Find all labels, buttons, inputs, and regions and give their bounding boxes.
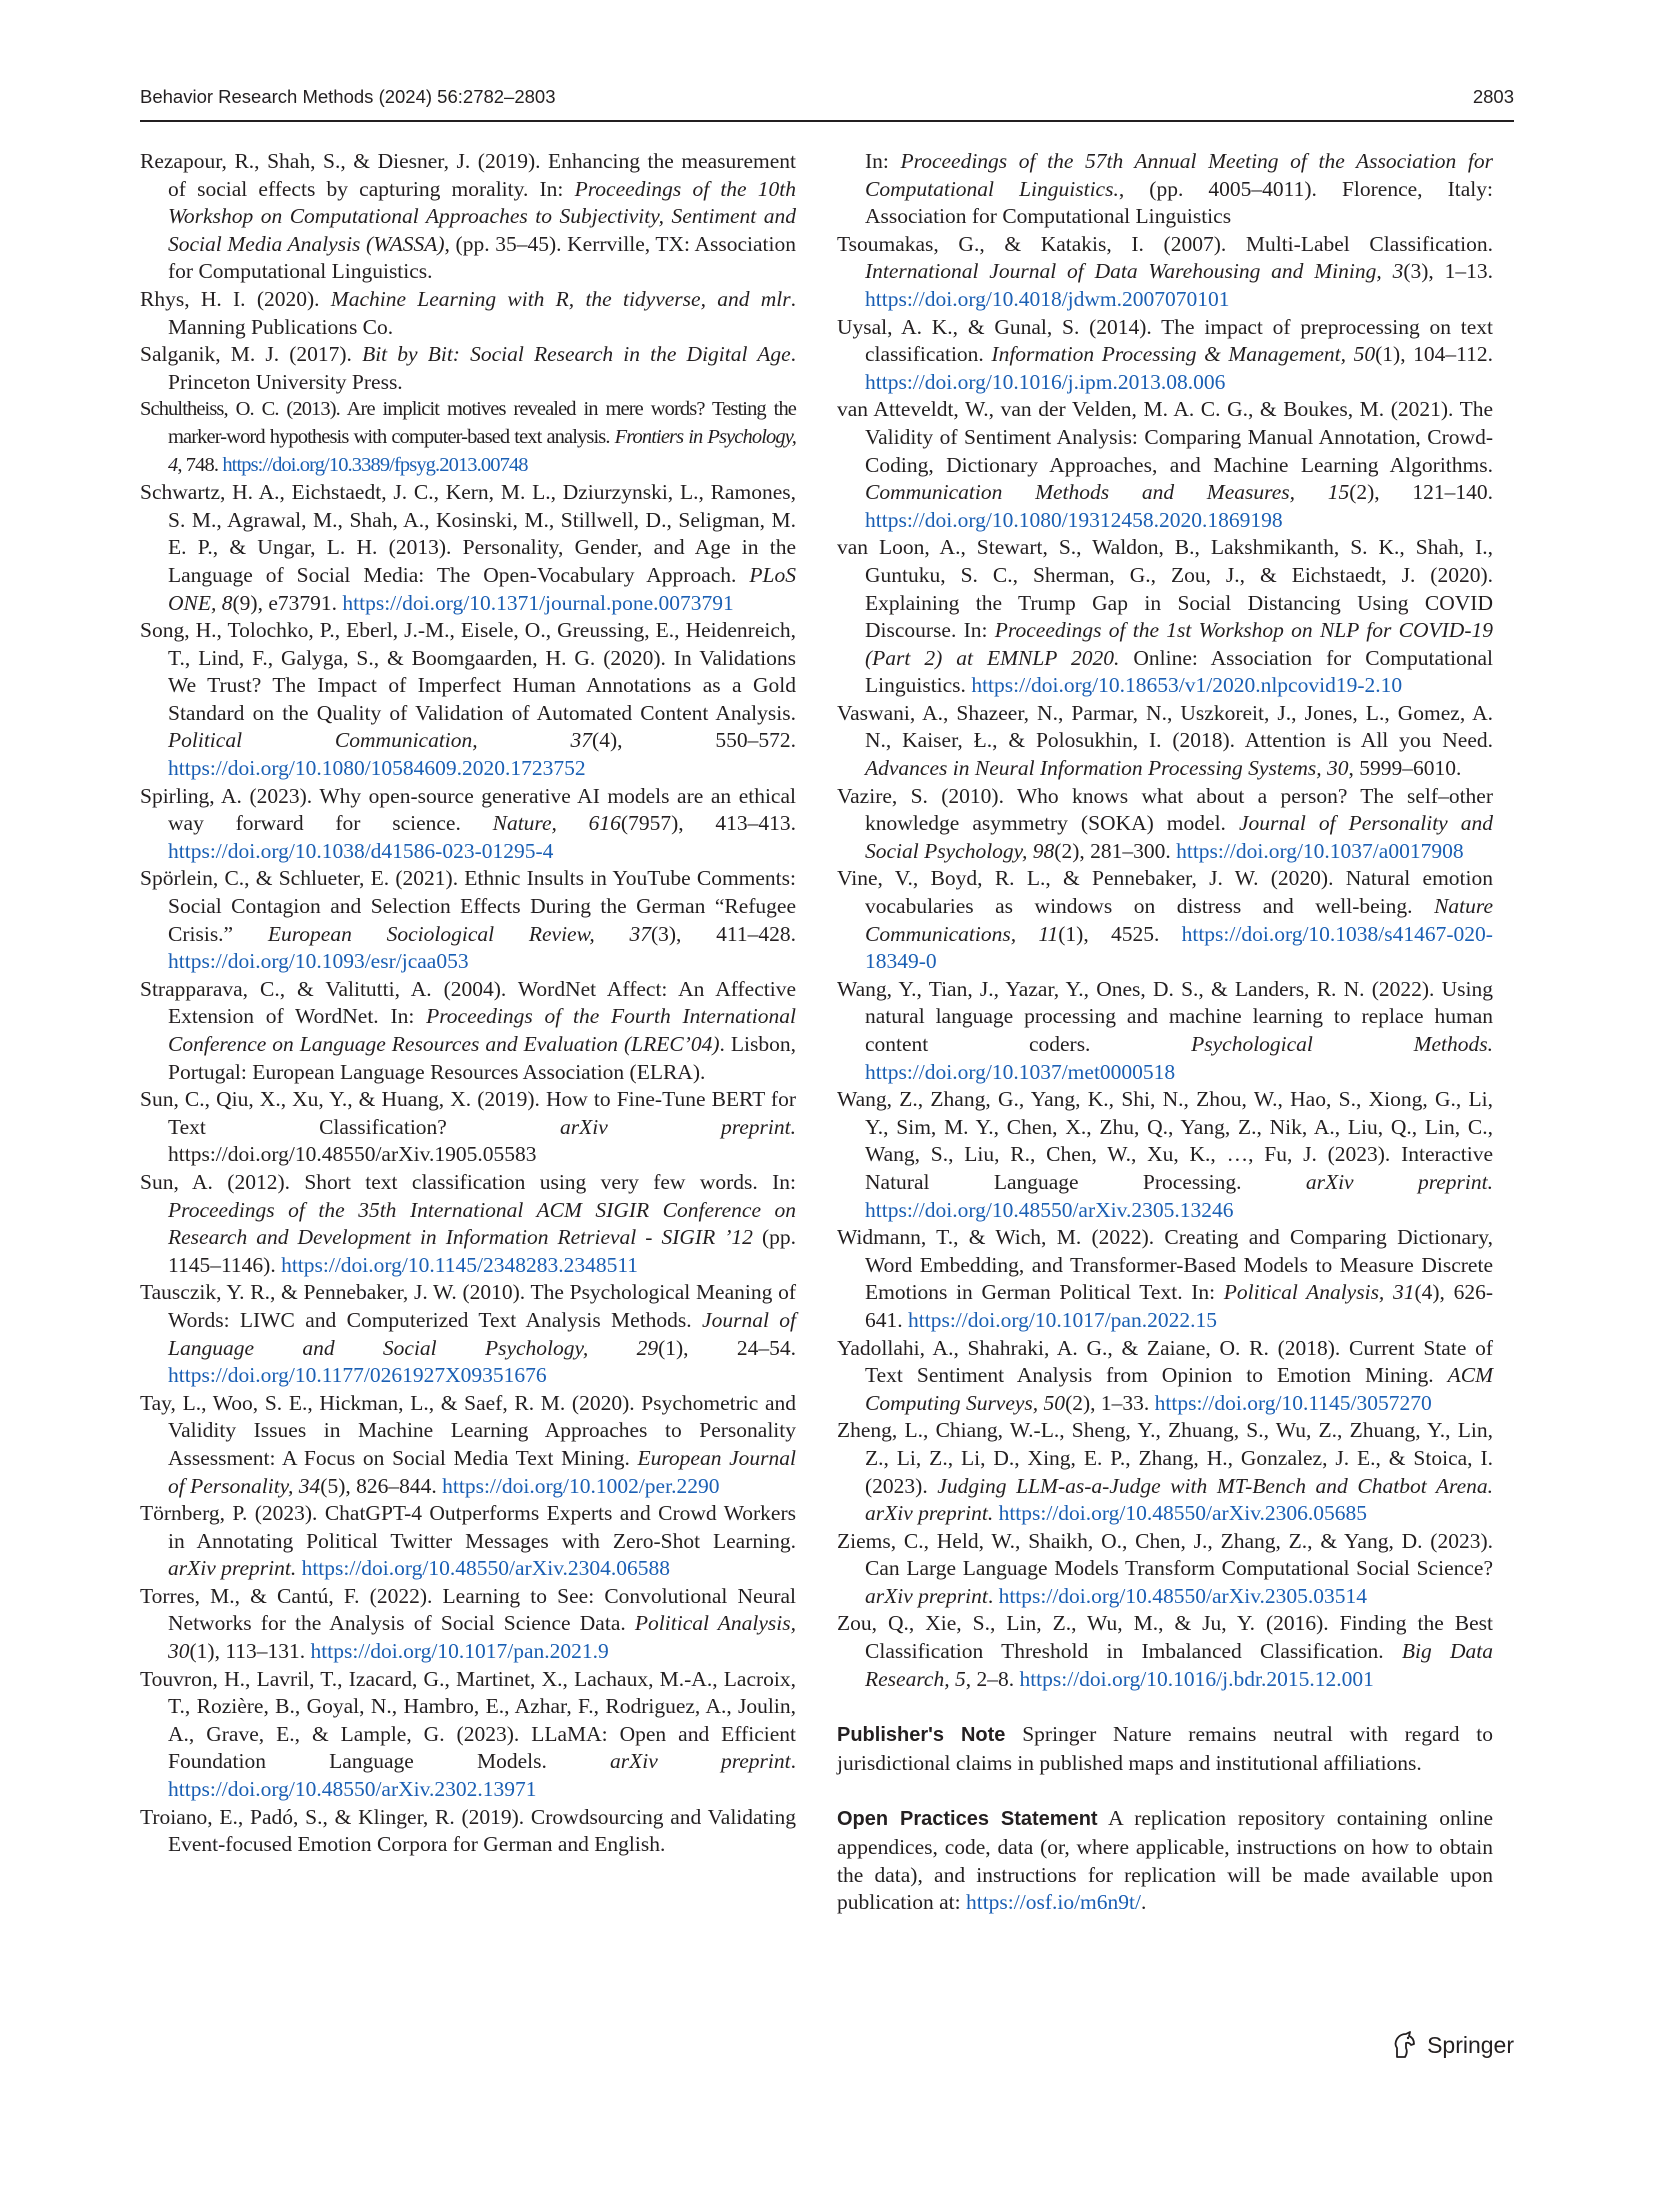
- reference-details: (4), 626-641.: [865, 1280, 1493, 1332]
- reference-doi-link[interactable]: https://doi.org/10.48550/arXiv.2302.13971: [168, 1777, 537, 1802]
- reference-authors-text: In:: [865, 149, 901, 173]
- reference-authors-text: Widmann, T., & Wich, M. (2022). Creating and Comparing Dictionary, Word Embedding, and Transformer-Based Models to Measure Discrete Emotions in German Political Text. In:: [837, 1225, 1493, 1305]
- reference-doi-link[interactable]: https://doi.org/10.1093/esr/jcaa053: [168, 949, 469, 974]
- reference-authors-text: Yadollahi, A., Shahraki, A. G., & Zaiane, O. R. (2018). Current State of Text Sentiment Analysis from Opinion to Emotion Mining.: [837, 1335, 1493, 1388]
- reference-authors-text: Schultheiss, O. C. (2013). Are implicit motives revealed in mere words? Testing the marker-word hypothesis with computer-based text analysis.: [140, 398, 796, 448]
- reference-source-title: Judging LLM-as-a-Judge with MT-Bench and Chatbot Arena. arXiv preprint.: [865, 1473, 1493, 1526]
- reference-doi-link[interactable]: https://doi.org/10.1038/d41586-023-01295-4: [168, 838, 554, 863]
- reference-source-title: Machine Learning with R, the tidyverse, and mlr: [330, 286, 791, 311]
- reference-source-title: Big Data Research, 5: [865, 1639, 1493, 1691]
- reference-entry: [140, 341, 796, 396]
- reference-source-title: Journal of Language and Social Psychology, 29: [168, 1307, 796, 1360]
- springer-logo: [1389, 2030, 1514, 2060]
- reference-source-title: arXiv preprint: [865, 1583, 988, 1608]
- reference-doi-link[interactable]: https://doi.org/10.1371/journal.pone.0073791: [342, 590, 734, 615]
- reference-entry: [837, 314, 1493, 397]
- header-rule: [140, 120, 1514, 122]
- reference-entry: [140, 1279, 796, 1389]
- reference-entry: [140, 1390, 796, 1500]
- reference-source-title: Psychological Methods.: [1191, 1032, 1493, 1056]
- reference-entry: [140, 1086, 796, 1169]
- reference-details: .: [790, 1749, 796, 1774]
- reference-doi-link[interactable]: https://doi.org/10.3389/fpsyg.2013.00748: [222, 453, 528, 476]
- reference-authors-text: Strapparava, C., & Valitutti, A. (2004). WordNet Affect: An Affective Extension of WordNet. In:: [140, 976, 796, 1029]
- reference-source-title: arXiv preprint.: [560, 1114, 796, 1139]
- reference-doi-link[interactable]: https://doi.org/10.1177/0261927X09351676: [168, 1363, 547, 1388]
- reference-entry: [140, 1804, 796, 1859]
- reference-authors-text: Salganik, M. J. (2017).: [140, 342, 363, 367]
- right-reference-list: [837, 148, 1493, 1693]
- reference-source-title: Journal of Personality and Social Psychology, 98: [865, 811, 1493, 863]
- reference-entry: [837, 1417, 1493, 1527]
- reference-entry: [140, 1666, 796, 1804]
- reference-source-title: Proceedings of the 57th Annual Meeting of the Association for Computational Linguistics.: [865, 149, 1493, 201]
- reference-doi-link[interactable]: https://doi.org/10.4018/jdwm.2007070101: [865, 286, 1230, 311]
- reference-entry: [837, 1610, 1493, 1693]
- reference-authors-text: Tausczik, Y. R., & Pennebaker, J. W. (2010). The Psychological Meaning of Words: LIWC and Computerized Text Analysis Methods.: [140, 1280, 796, 1332]
- reference-entry: [140, 1583, 796, 1666]
- reference-source-title: Proceedings of the 1st Workshop on NLP for COVID-19 (Part 2) at EMNLP 2020.: [865, 618, 1493, 670]
- reference-authors-text: Zou, Q., Xie, S., Lin, Z., Wu, M., & Ju, Y. (2016). Finding the Best Classification Threshold in Imbalanced Classification.: [837, 1611, 1493, 1664]
- reference-doi-link[interactable]: https://doi.org/10.1016/j.ipm.2013.08.006: [865, 369, 1226, 394]
- reference-entry: [140, 396, 796, 479]
- reference-details: , (pp. 35–45). Kerrville, TX: Association for Computational Linguistics.: [168, 231, 796, 284]
- reference-authors-text: Torres, M., & Cantú, F. (2022). Learning to See: Convolutional Neural Networks for the Analysis of Social Science Data.: [140, 1583, 796, 1636]
- reference-details: (1), 104–112.: [1375, 342, 1493, 367]
- reference-entry: [140, 865, 796, 975]
- reference-authors-text: Schwartz, H. A., Eichstaedt, J. C., Kern, M. L., Dziurzynski, L., Ramones, S. M., Agrawal, M., Shah, A., Kosinski, M., Stillwell, D., Seligman, M. E. P., & Ungar, L. H. (2013). Personality, Gender, and Age in the Language of Social Media: The Open-Vocabulary Approach.: [140, 480, 796, 587]
- reference-authors-text: Zheng, L., Chiang, W.-L., Sheng, Y., Zhuang, S., Wu, Z., Zhuang, Y., Lin, Z., Li, Z., Li, D., Xing, E. P., Zhang, H., Gonzalez, J. E., & Stoica, I. (2023).: [837, 1418, 1493, 1498]
- reference-source-title: Communication Methods and Measures, 15: [865, 480, 1350, 505]
- reference-entry: [140, 479, 796, 617]
- reference-authors-text: van Loon, A., Stewart, S., Waldon, B., Lakshmikanth, S. K., Shah, I., Guntuku, S. C., Sherman, G., Zou, J., & Eichstaedt, J. (2020). Explaining the Trump Gap in Social Distancing Using COVID Discourse. In:: [837, 535, 1493, 643]
- reference-source-title: Proceedings of the 35th International ACM SIGIR Conference on Research and Development in Information Retrieval - SIGIR ’12: [168, 1197, 796, 1250]
- reference-authors-text: Spirling, A. (2023). Why open-source generative AI models are an ethical way forward for science.: [140, 783, 796, 836]
- reference-source-title: PLoS ONE, 8: [168, 562, 796, 615]
- reference-source-title: Proceedings of the Fourth International Conference on Language Resources and Evaluation (LREC’04): [168, 1004, 796, 1056]
- reference-entry: [140, 286, 796, 341]
- reference-details: Online: Association for Computational Linguistics.: [865, 645, 1493, 698]
- reference-doi-link[interactable]: https://doi.org/10.1017/pan.2021.9: [310, 1639, 609, 1664]
- reference-details: .: [987, 1583, 999, 1608]
- publishers-note: [837, 1721, 1493, 1777]
- reference-doi-link[interactable]: https://doi.org/10.48550/arXiv.2304.06588: [301, 1556, 671, 1581]
- reference-authors-text: Rezapour, R., Shah, S., & Diesner, J. (2019). Enhancing the measurement of social effects by capturing morality. In:: [140, 149, 796, 201]
- reference-source-title: European Journal of Personality, 34: [168, 1445, 796, 1498]
- reference-authors-text: Touvron, H., Lavril, T., Izacard, G., Martinet, X., Lachaux, M.-A., Lacroix, T., Rozière, B., Goyal, N., Hambro, E., Azhar, F., Rodriguez, A., Joulin, A., Grave, E., & Lample, G. (2023). LLaMA: Open and Efficient Foundation Language Models.: [140, 1666, 796, 1774]
- reference-entry: [837, 1335, 1493, 1418]
- reference-authors-text: Vaswani, A., Shazeer, N., Parmar, N., Uszkoreit, J., Jones, L., Gomez, A. N., Kaiser, Ł., & Polosukhin, I. (2018). Attention is All you Need.: [837, 700, 1493, 753]
- journal-citation: Behavior Research Methods (2024) 56:2782–2803: [140, 86, 556, 107]
- reference-source-title: Proceedings of the 10th Workshop on Computational Approaches to Subjectivity, Sentiment and Social Media Analysis (WASSA): [168, 176, 797, 256]
- running-head: [140, 86, 1514, 116]
- reference-details: (3), 411–428.: [650, 921, 796, 946]
- reference-source-title: International Journal of Data Warehousing and Mining, 3: [865, 259, 1404, 284]
- reference-details: . Manning Publications Co.: [168, 286, 796, 339]
- reference-source-title: Information Processing & Management, 50: [991, 342, 1376, 367]
- reference-authors-text: van Atteveldt, W., van der Velden, M. A. C. G., & Boukes, M. (2021). The Validity of Sentiment Analysis: Comparing Manual Annotation, Crowd-Coding, Dictionary Approaches, and Machine Learning Algorithms.: [837, 397, 1493, 477]
- reference-doi-link[interactable]: https://doi.org/10.1038/s41467-020-18349-0: [865, 921, 1493, 974]
- publishers-note-text: Springer Nature remains neutral with regard to jurisdictional claims in published maps and institutional affiliations.: [837, 1722, 1494, 1775]
- reference-details: (5), 826–844.: [320, 1473, 443, 1498]
- reference-details: (2), 1–33.: [1065, 1390, 1155, 1415]
- reference-source-title: Nature Communications, 11: [865, 894, 1493, 946]
- reference-authors-text: Song, H., Tolochko, P., Eberl, J.-M., Eisele, O., Greussing, E., Heidenreich, T., Lind, F., Galyga, S., & Boomgaarden, H. G. (2020). In Validations We Trust? The Impact of Imperfect Human Annotations as a Gold Standard on the Quality of Validation of Automated Content Analysis.: [140, 618, 796, 725]
- reference-entry: [140, 783, 796, 866]
- reference-details: (1), 24–54.: [658, 1335, 796, 1360]
- reference-details: (4), 550–572.: [592, 728, 796, 753]
- reference-authors-text: Sun, A. (2012). Short text classification using very few words. In:: [140, 1169, 796, 1194]
- reference-source-title: Frontiers in Psychology, 4: [168, 425, 796, 476]
- reference-entry: [837, 976, 1493, 1086]
- reference-entry: [837, 865, 1493, 975]
- springer-horse-icon: [1389, 2030, 1419, 2060]
- reference-doi-link[interactable]: https://doi.org/10.1037/met0000518: [865, 1059, 1176, 1084]
- reference-doi-link[interactable]: https://doi.org/10.18653/v1/2020.nlpcovid19-2.10: [971, 673, 1403, 698]
- reference-authors-text: Wang, Z., Zhang, G., Yang, K., Shi, N., Zhou, W., Hao, S., Xiong, G., Li, Y., Sim, M. Y., Chen, X., Zhu, Q., Yang, Z., Nik, A., Liu, Q., Lin, C., Wang, S., Liu, R., Chen, W., Xu, K., …, Fu, J. (2023). Interactive Natural Language Processing.: [837, 1087, 1493, 1194]
- reference-entry: [837, 148, 1493, 231]
- right-reference-column: [837, 148, 1493, 1917]
- open-practices-statement: [837, 1805, 1493, 1916]
- reference-authors-text: Vine, V., Boyd, R. L., & Pennebaker, J. W. (2020). Natural emotion vocabularies as windows on distress and well-being.: [837, 866, 1493, 919]
- reference-source-title: Political Analysis, 30: [168, 1611, 796, 1664]
- reference-authors-text: Vazire, S. (2010). Who knows what about a person? The self–other knowledge asymmetry (SOKA) model.: [837, 783, 1493, 836]
- reference-details: (2), 121–140.: [1349, 480, 1493, 505]
- reference-details: (2), 281–300.: [1054, 838, 1177, 863]
- reference-doi-link[interactable]: https://doi.org/10.48550/arXiv.2306.05685: [998, 1501, 1368, 1526]
- publishers-note-label: Publisher's Note: [837, 1724, 1006, 1747]
- reference-entry: [140, 976, 796, 1086]
- reference-source-title: arXiv preprint: [610, 1749, 791, 1774]
- reference-source-title: Advances in Neural Information Processing Systems, 30: [865, 756, 1349, 781]
- reference-entry: [837, 700, 1493, 783]
- reference-authors-text: Troiano, E., Padó, S., & Klinger, R. (2019). Crowdsourcing and Validating Event-focused Emotion Corpora for German and English.: [140, 1804, 796, 1857]
- reference-doi-link[interactable]: https://doi.org/10.1145/3057270: [1154, 1390, 1432, 1415]
- reference-authors-text: Rhys, H. I. (2020).: [140, 286, 331, 311]
- reference-details: https://doi.org/10.48550/arXiv.1905.05583: [168, 1142, 537, 1167]
- reference-authors-text: Tay, L., Woo, S. E., Hickman, L., & Saef, R. M. (2020). Psychometric and Validity Issues in Machine Learning Approaches to Personality Assessment: A Focus on Social Media Text Mining.: [140, 1390, 796, 1470]
- reference-doi-link[interactable]: https://doi.org/10.1080/19312458.2020.1869198: [865, 507, 1283, 532]
- reference-source-title: Political Communication, 37: [168, 728, 593, 753]
- reference-source-title: ACM Computing Surveys, 50: [865, 1363, 1493, 1415]
- reference-details: , (pp. 4005–4011). Florence, Italy: Association for Computational Linguistics: [865, 176, 1493, 229]
- reference-details: (9), e73791.: [232, 590, 343, 615]
- reference-doi-link[interactable]: https://doi.org/10.1002/per.2290: [442, 1473, 720, 1498]
- reference-details: (1), 113–131.: [189, 1639, 311, 1664]
- reference-authors-text: Ziems, C., Held, W., Shaikh, O., Chen, J., Zhang, Z., & Yang, D. (2023). Can Large Language Models Transform Computational Social Science?: [837, 1528, 1493, 1581]
- reference-authors-text: Sun, C., Qiu, X., Xu, Y., & Huang, X. (2019). How to Fine-Tune BERT for Text Classification?: [140, 1087, 796, 1139]
- reference-entry: [140, 148, 796, 286]
- reference-details: (3), 1–13.: [1403, 259, 1493, 284]
- reference-entry: [837, 783, 1493, 866]
- reference-doi-link[interactable]: https://doi.org/10.1037/a0017908: [1176, 838, 1464, 863]
- reference-details: (7957), 413–413.: [620, 811, 796, 836]
- reference-entry: [837, 534, 1493, 700]
- reference-details: , 2–8.: [965, 1666, 1020, 1691]
- reference-authors-text: Wang, Y., Tian, J., Yazar, Y., Ones, D. S., & Landers, R. N. (2022). Using natural language processing and machine learning to replace human content coders.: [837, 976, 1493, 1056]
- open-practices-label: Open Practices Statement: [837, 1808, 1098, 1831]
- reference-doi-link[interactable]: https://doi.org/10.48550/arXiv.2305.13246: [865, 1197, 1234, 1222]
- reference-authors-text: Uysal, A. K., & Gunal, S. (2014). The impact of preprocessing on text classification.: [837, 314, 1493, 367]
- open-practices-end: .: [1140, 1890, 1147, 1915]
- reference-authors-text: Törnberg, P. (2023). ChatGPT-4 Outperforms Experts and Crowd Workers in Annotating Political Twitter Messages with Zero-Shot Learning.: [140, 1501, 796, 1553]
- reference-details: , 5999–6010.: [1348, 756, 1462, 781]
- reference-doi-link[interactable]: https://doi.org/10.1080/10584609.2020.1723752: [168, 756, 586, 781]
- reference-doi-link[interactable]: https://doi.org/10.1016/j.bdr.2015.12.001: [1019, 1666, 1374, 1691]
- left-reference-column: [140, 148, 796, 1859]
- reference-source-title: Nature, 616: [492, 811, 621, 836]
- reference-entry: [837, 396, 1493, 534]
- reference-entry: [837, 1528, 1493, 1611]
- reference-source-title: arXiv preprint.: [168, 1556, 297, 1581]
- open-practices-text: A replication repository containing online appendices, code, data (or, where applicable, instructions on how to obtain the data), and instructions for replication will be made available upon publication at:: [837, 1806, 1493, 1915]
- reference-source-title: arXiv preprint.: [1305, 1169, 1493, 1194]
- reference-details: , 748.: [177, 453, 223, 476]
- reference-entry: [837, 1086, 1493, 1224]
- reference-details: . Princeton University Press.: [168, 342, 797, 394]
- page-number: 2803: [1472, 86, 1514, 107]
- osf-link[interactable]: https://osf.io/m6n9t/: [965, 1890, 1141, 1915]
- reference-source-title: European Sociological Review, 37: [267, 921, 651, 946]
- reference-doi-link[interactable]: https://doi.org/10.1017/pan.2022.15: [908, 1307, 1217, 1332]
- reference-entry: [837, 1224, 1493, 1334]
- reference-doi-link[interactable]: https://doi.org/10.1145/2348283.2348511: [281, 1252, 639, 1277]
- reference-authors-text: Tsoumakas, G., & Katakis, I. (2007). Multi-Label Classification.: [837, 231, 1493, 256]
- reference-entry: [140, 1500, 796, 1583]
- reference-source-title: Bit by Bit: Social Research in the Digital Age: [362, 342, 791, 367]
- reference-entry: [140, 617, 796, 783]
- reference-details: (pp. 1145–1146).: [168, 1225, 796, 1277]
- reference-entry: [837, 231, 1493, 314]
- reference-doi-link[interactable]: https://doi.org/10.48550/arXiv.2305.03514: [998, 1583, 1368, 1608]
- reference-entry: [140, 1169, 796, 1279]
- reference-details: (1), 4525.: [1058, 921, 1182, 946]
- reference-authors-text: Spörlein, C., & Schlueter, E. (2021). Ethnic Insults in YouTube Comments: Social Contagion and Selection Effects During the German “Refugee Crisis.”: [140, 866, 796, 946]
- publisher-name: Springer: [1427, 2031, 1514, 2058]
- reference-details: . Lisbon, Portugal: European Language Resources Association (ELRA).: [168, 1032, 796, 1084]
- reference-source-title: Political Analysis, 31: [1223, 1280, 1415, 1305]
